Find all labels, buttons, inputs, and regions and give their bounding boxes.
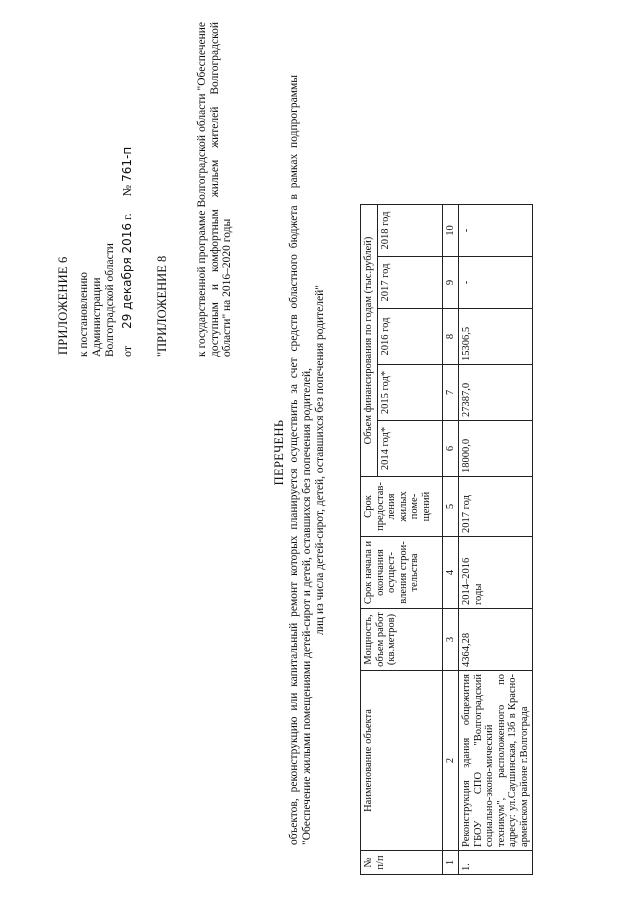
header-year: 2015 год* xyxy=(377,365,442,421)
header-col-capacity: Мощность, объем работ (кв.метров) xyxy=(361,609,443,671)
column-number: 8 xyxy=(442,309,459,365)
column-number: 6 xyxy=(442,421,459,477)
column-number: 2 xyxy=(442,671,459,851)
objects-table xyxy=(360,204,533,875)
column-number: 3 xyxy=(442,609,459,671)
header-col-name: Наименование объекта xyxy=(361,671,443,851)
column-number: 5 xyxy=(442,477,459,537)
header-year: 2016 год xyxy=(377,309,442,365)
resolution-line: Волгоградской области xyxy=(104,243,116,357)
funding-2015: 27387,0 xyxy=(459,365,533,421)
appendix-8-heading: "ПРИЛОЖЕНИЕ 8 xyxy=(155,255,169,357)
construction-period: 2014–2016 годы xyxy=(459,537,533,609)
header-row xyxy=(361,205,378,875)
column-numbers-row xyxy=(442,205,459,875)
resolution-line: к постановлению xyxy=(78,272,90,357)
column-number: 7 xyxy=(442,365,459,421)
date-year-suffix: г. xyxy=(120,213,134,220)
header-year: 2014 год* xyxy=(377,421,442,477)
funding-2016: 15306,5 xyxy=(459,309,533,365)
resolution-reference xyxy=(78,243,117,357)
date-prefix: от xyxy=(120,345,134,357)
object-capacity: 4364,28 xyxy=(459,609,533,671)
funding-2018: - xyxy=(459,205,533,257)
resolution-line: Администрации xyxy=(91,277,103,357)
column-number: 10 xyxy=(442,205,459,257)
column-number: 9 xyxy=(442,257,459,309)
funding-2014: 18000,0 xyxy=(459,421,533,477)
intro-paragraph xyxy=(288,75,327,845)
table-row xyxy=(459,205,533,875)
object-name: Реконструкция здания общежития ГБОУ СПО "Волгоградский социально-эконо-мический техникум", расположенного по адресу: ул.Саушинская, 13б в Красно-армейском районе г.Волгограда xyxy=(459,671,533,851)
header-funding-group: Объем финансирования по годам (тыс.рублей) xyxy=(361,205,378,477)
column-number: 1 xyxy=(442,851,459,875)
appendix-8-text: к государственной программе Волгоградской области "Обеспечение доступным и комфортным жильем жителей Волгоградской области" на 2016–2020 годы xyxy=(196,22,233,357)
header-col-construction-period: Срок начала и окончания осущест-вления строи-тельства xyxy=(361,537,443,609)
resolution-date-line xyxy=(120,147,135,357)
housing-period: 2017 год xyxy=(459,477,533,537)
document-title: ПЕРЕЧЕНЬ xyxy=(272,419,286,486)
column-number: 4 xyxy=(442,537,459,609)
number-prefix: № xyxy=(120,184,134,197)
date-handwritten: 29 декабря 2016 xyxy=(120,222,134,329)
funding-2017: - xyxy=(459,257,533,309)
row-number: 1. xyxy=(459,851,533,875)
header-year: 2017 год xyxy=(377,257,442,309)
header-col-housing-period: Срок предостав-ления жилых поме-щений xyxy=(361,477,443,537)
number-handwritten: 761-п xyxy=(120,146,134,182)
intro-last-line: лиц из числа детей-сирот, детей, оставшихся без попечения родителей" xyxy=(314,285,326,635)
appendix-6-heading: ПРИЛОЖЕНИЕ 6 xyxy=(56,256,70,355)
intro-text: объектов, реконструкцию или капитальный ремонт которых планируется осуществить за счет средств областного бюджета в рамках подпрограммы "Обеспечение жилыми помещениями детей-сирот и детей, оставшихся без попечения родителей, xyxy=(288,75,313,845)
header-year: 2018 год xyxy=(377,205,442,257)
header-col-number: № п/п xyxy=(361,851,443,875)
